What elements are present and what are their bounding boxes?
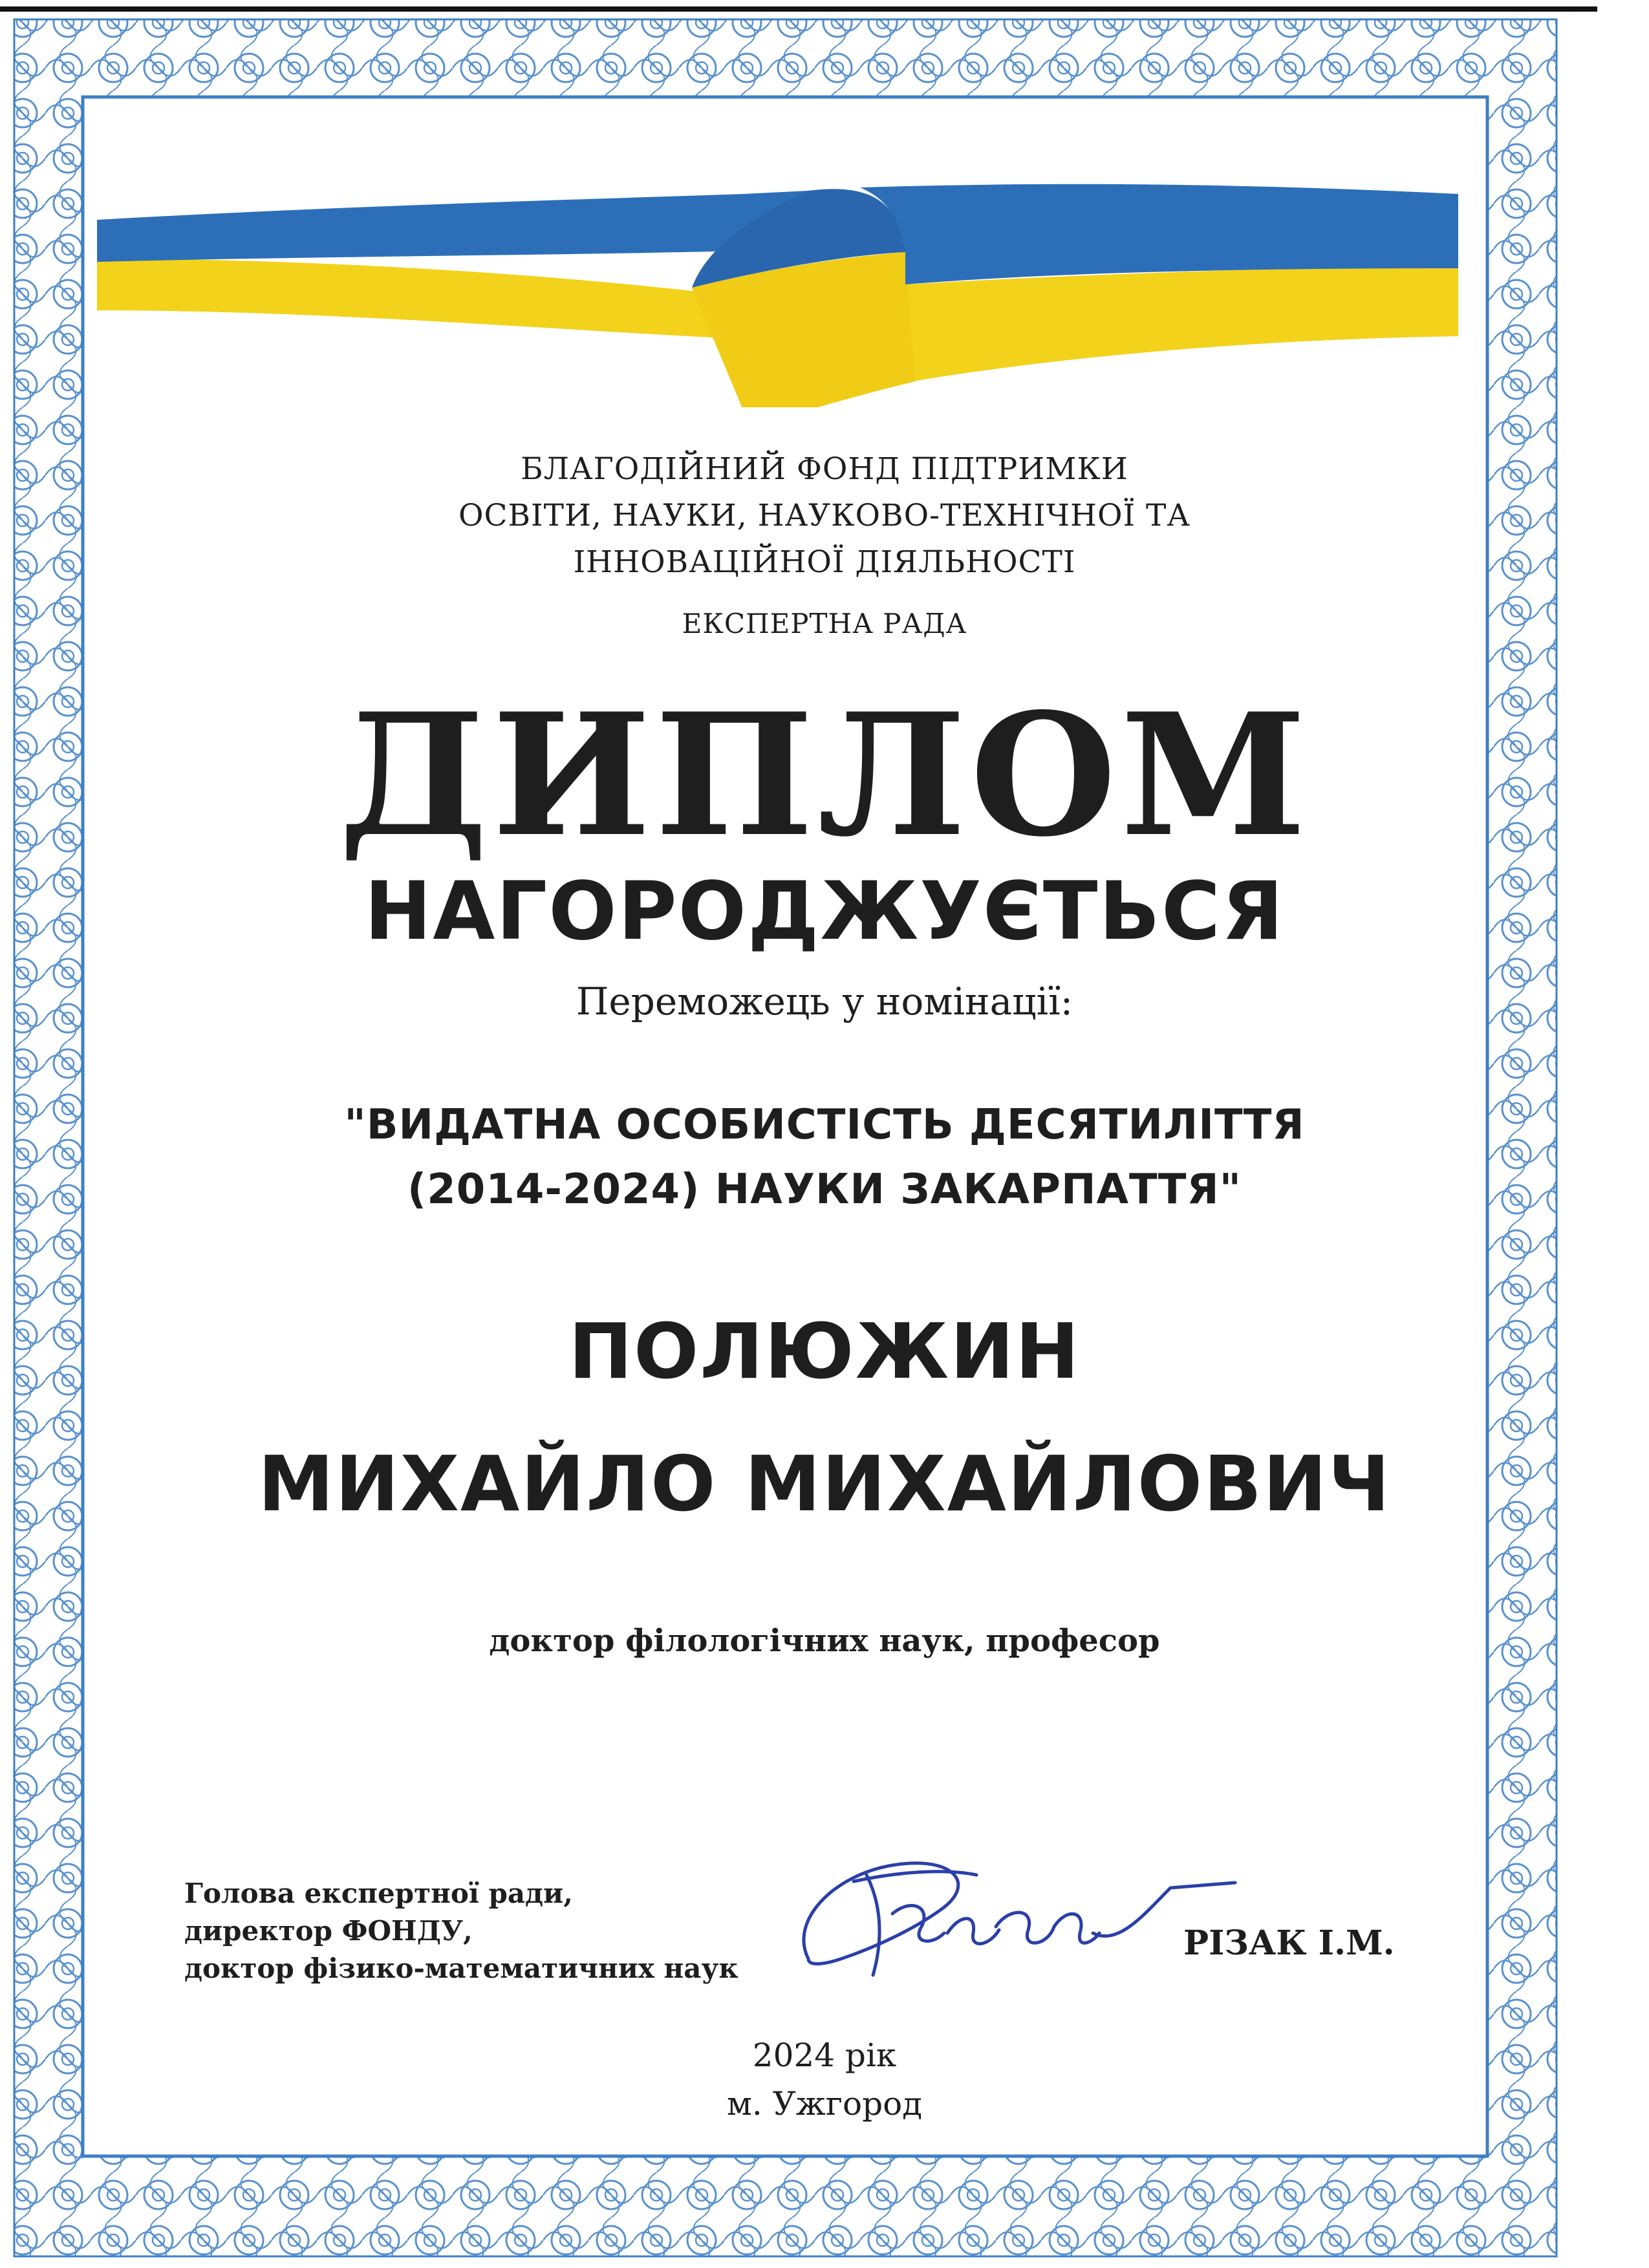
awarded-heading: НАГОРОДЖУЄТЬСЯ [364,865,1285,958]
recipient-degree: доктор філологічних наук, професор [489,1623,1160,1659]
issue-city: м. Ужгород [726,2085,922,2123]
handwritten-signature [782,1836,1274,1998]
nomination-title [0,1093,1649,1222]
signatory-title-block [184,1875,738,1987]
nomination-line-1: "ВИДАТНА ОСОБИСТІСТЬ ДЕСЯТИЛІТТЯ [344,1101,1305,1149]
issue-year: 2024 рік [752,2037,897,2074]
expert-council-label: ЕКСПЕРТНА РАДА [682,608,967,639]
organization-line-1: БЛАГОДІЙНИЙ ФОНД ПІДТРИМКИ [521,451,1128,487]
signatory-line-3: доктор фізико-математичних наук [184,1952,738,1984]
organization-name [0,446,1649,586]
organization-line-3: ІННОВАЦІЙНОЇ ДІЯЛЬНОСТІ [573,544,1076,580]
signatory-name: РІЗАК І.М. [1183,1923,1395,1963]
organization-line-2: ОСВІТИ, НАУКИ, НАУКОВО-ТЕХНІЧНОЇ ТА [458,498,1191,533]
signatory-line-1: Голова експертної ради, [184,1878,573,1909]
recipient-given-names: МИХАЙЛО МИХАЙЛОВИЧ [257,1439,1392,1528]
diploma-title: ДИПЛОМ [338,677,1311,874]
winner-label: Переможець у номінації: [576,979,1073,1023]
recipient-surname: ПОЛЮЖИН [568,1307,1081,1396]
signatory-line-2: директор ФОНДУ, [184,1915,473,1947]
nomination-line-2: (2014-2024) НАУКИ ЗАКАРПАТТЯ" [407,1166,1242,1214]
flag-ribbon-image [97,123,1458,407]
